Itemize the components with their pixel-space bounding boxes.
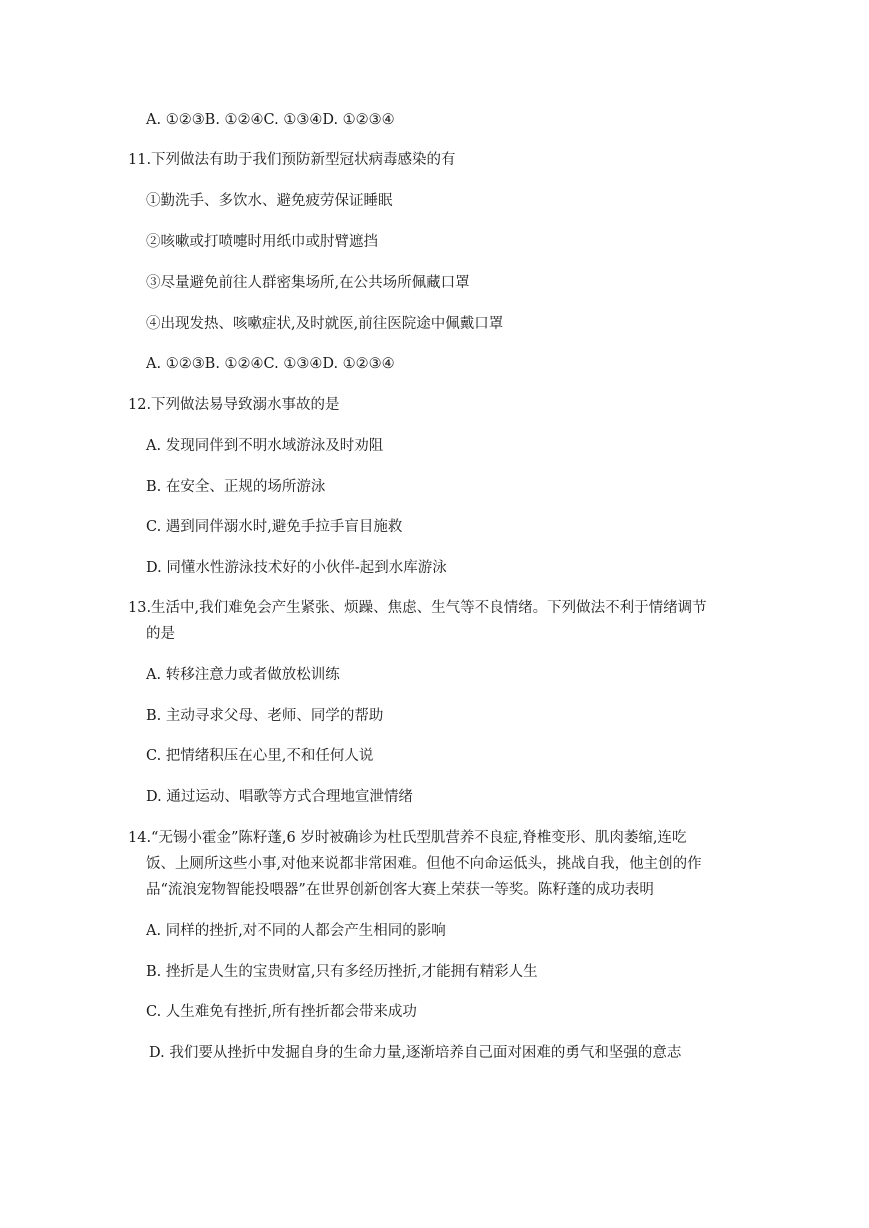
q11-item-2: ②咳嗽或打喷嚏时用纸巾或肘臂遮挡 bbox=[146, 234, 378, 250]
q14-option-c: C. 人生难免有挫折,所有挫折都会带来成功 bbox=[146, 1004, 417, 1020]
q13-option-c: C. 把情绪积压在心里,不和任何人说 bbox=[146, 748, 374, 764]
q11-stem: 11.下列做法有助于我们预防新型冠状病毒感染的有 bbox=[128, 152, 456, 168]
q10-options: A. ①②③B. ①②④C. ①③④D. ①②③④ bbox=[146, 112, 395, 128]
q14-option-d: D. 我们要从挫折中发掘自身的生命力量,逐渐培养自己面对困难的勇气和坚强的意志 bbox=[149, 1045, 682, 1061]
q12-option-d: D. 同懂水性游泳技术好的小伙伴-起到水库游泳 bbox=[146, 560, 447, 576]
q12-option-b: B. 在安全、正规的场所游泳 bbox=[146, 479, 326, 495]
q12-option-c: C. 遇到同伴溺水时,避免手拉手盲目施救 bbox=[146, 519, 403, 535]
q12-option-a: A. 发现同伴到不明水域游泳及时劝阻 bbox=[146, 438, 384, 454]
q14-option-a: A. 同样的挫折,对不同的人都会产生相同的影响 bbox=[146, 923, 446, 939]
q14-option-b: B. 挫折是人生的宝贵财富,只有多经历挫折,才能拥有精彩人生 bbox=[146, 964, 538, 980]
q12-stem: 12.下列做法易导致溺水事故的是 bbox=[128, 397, 340, 413]
q13-option-d: D. 通过运动、唱歌等方式合理地宣泄情绪 bbox=[146, 789, 413, 805]
q13-stem-line-1: 13.生活中,我们难免会产生紧张、烦躁、焦虑、生气等不良情绪。下列做法不利于情绪调节 bbox=[128, 600, 707, 616]
q11-options: A. ①②③B. ①②④C. ①③④D. ①②③④ bbox=[146, 356, 395, 372]
q11-item-4: ④出现发热、咳嗽症状,及时就医,前往医院途中佩戴口罩 bbox=[146, 316, 504, 332]
q13-stem-line-2: 的是 bbox=[146, 626, 175, 642]
q14-stem-line-2: 饭、上厕所这些小事,对他来说都非常困难。但他不向命运低头，挑战自我，他主创的作 bbox=[146, 856, 702, 872]
q11-item-1: ①勤洗手、多饮水、避免疲劳保证睡眠 bbox=[146, 193, 393, 209]
q14-stem-line-3: 品“流浪宠物智能投喂器”在世界创新创客大赛上荣获一等奖。陈籽蓬的成功表明 bbox=[146, 882, 654, 898]
q14-stem-line-1: 14.“无锡小霍金”陈籽蓬,6 岁时被确诊为杜氏型肌营养不良症,脊椎变形、肌肉萎缩,连吃 bbox=[128, 830, 687, 846]
q13-option-b: B. 主动寻求父母、老师、同学的帮助 bbox=[146, 708, 384, 724]
q13-option-a: A. 转移注意力或者做放松训练 bbox=[146, 667, 340, 683]
q11-item-3: ③尽量避免前往人群密集场所,在公共场所佩藏口罩 bbox=[146, 275, 470, 291]
